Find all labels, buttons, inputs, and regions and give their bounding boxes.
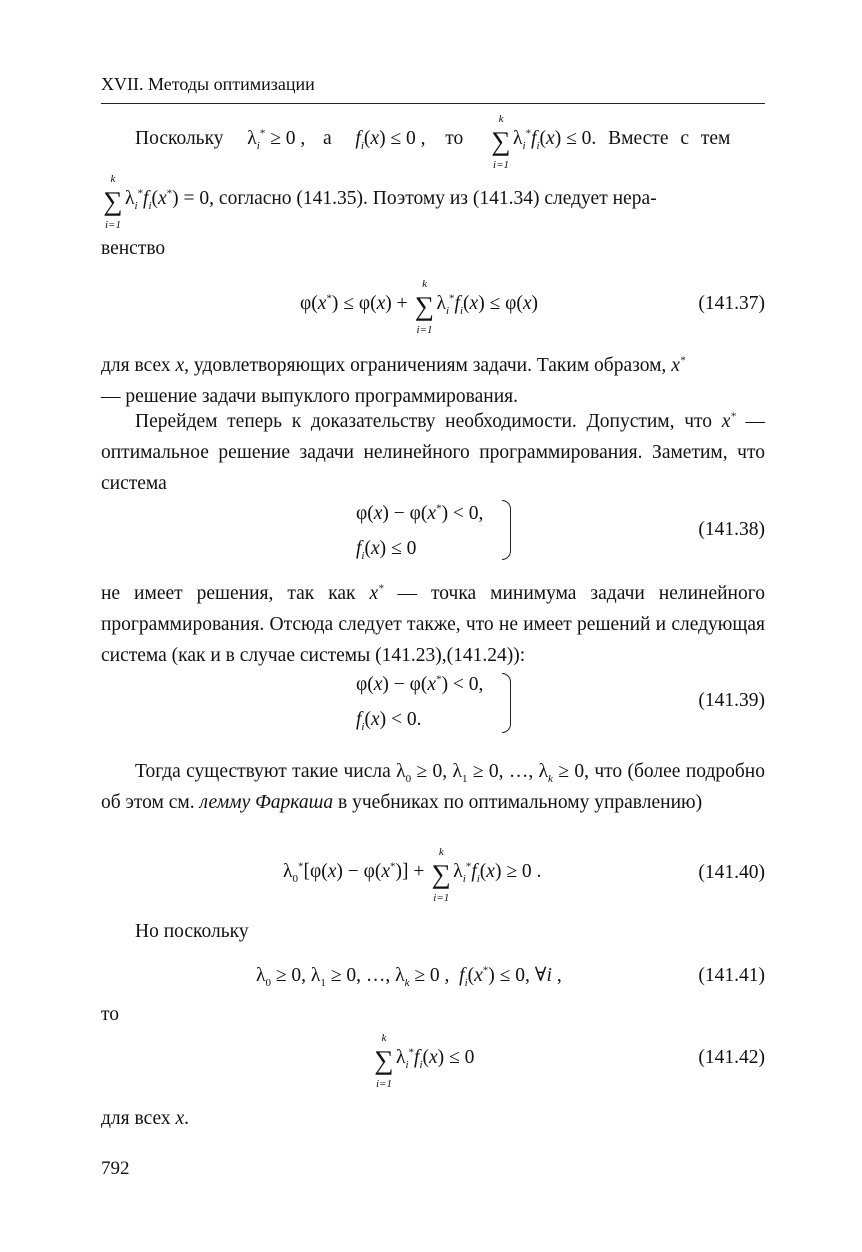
para2-text-3: — решение задачи выпуклого программирования. [101,386,518,407]
page-number: 792 [101,1158,130,1179]
para1-line2 [101,173,657,231]
para2-text-2: , удовлетворяющих ограничениям задачи. Таким образом, [184,355,672,376]
para8 [101,1108,189,1130]
header-rule [101,103,765,104]
para8-text-2: . [184,1108,190,1129]
para3-text-2: — оптимальное решение задачи нелинейного программирования. [101,411,766,463]
para2 [101,350,765,412]
equation-141-39-line2: $f_i(x) < 0$. [356,709,422,733]
para1-word-5: , согласно (141.35). Поэтому из (141.34) следует нера- [209,188,657,209]
para3-xstar: x* [721,410,736,432]
equation-number-141-41: (141.41) [698,965,765,986]
para1-line1 [135,113,731,171]
para4-text-2: — точка минимума задачи нелинейного программирования. Отсюда следует также, что не имеет решений и следующая система (как и в случае системы (141.23),(141.24)): [101,583,765,666]
para5 [101,756,765,818]
para7: то [101,1004,120,1025]
equation-141-41: $\lambda_0 \ge 0$, $\lambda_1 \ge 0$, …, $\lambda_k \ge 0$ , $f_i(x^*) \le 0$, ∀i , [256,964,562,989]
para5-text-1: Тогда существуют такие числа [135,761,397,782]
formula-lambda-star-ge-0: $\lambda_i^* \ge 0$ , [247,127,306,152]
equation-141-39-line1: φ(x) − φ(x*) < 0, [356,673,484,695]
farkas-lemma-reference: лемму Фаркаша [199,792,334,813]
para2-var-x: x [175,355,185,376]
para2-text-1: для всех [101,355,176,376]
equation-141-38-brace [502,500,511,560]
equation-number-141-40: (141.40) [698,862,765,883]
para4-xstar: x* [369,582,384,604]
para8-text-1: для всех [101,1108,176,1129]
equation-141-38-line2: $f_i(x) \le 0$ [356,538,417,562]
para3-text-1: Перейдем теперь к доказательству необходимости. Допустим, что [135,411,713,432]
para4-text-1: не имеет решения, так как [101,583,370,604]
formula-sum-lambda-fi-xstar-eq-0: k ∑ i=1 $\lambda_i^*f_i(x^*) = 0$ [103,173,210,231]
para5-text-2: , что (более подробно об этом см. [101,761,765,813]
para1-word-3: то [445,128,464,149]
equation-141-42: k ∑ i=1 $\lambda_i^*f_i(x) \le 0$ [374,1032,475,1090]
equation-141-37: φ(x*) ≤ φ(x) + k ∑ i=1 $\lambda_i^*f_i(x) \le \varphi(x)$ [300,278,539,336]
para8-var-x: x [175,1108,185,1129]
equation-141-39-brace [502,673,511,733]
formula-sum-lambda-fi-le-0: k ∑ i=1 $\lambda_i^*f_i(x) \le 0$ [491,113,592,171]
para5-text-3: в учебниках по оптимальному управлению) [333,792,703,813]
formula-fi-le-0: $f_i(x) \le 0$ , [355,128,426,152]
equation-number-141-42: (141.42) [698,1047,765,1068]
running-header: XVII. Методы оптимизации [101,74,315,94]
para1-word-4: . Вместе с тем [591,128,731,149]
equation-141-38-line1: φ(x) − φ(x*) < 0, [356,502,484,524]
para3 [101,406,765,499]
equation-number-141-39: (141.39) [698,690,765,711]
para4 [101,578,765,671]
para1-word-1: Поскольку [135,128,224,149]
para2-xstar: x* [671,354,686,376]
equation-number-141-37: (141.37) [698,293,765,314]
formula-lambdas-nonneg: $\lambda_0 \ge 0$, $\lambda_1 \ge 0$, …, $\lambda_k \ge 0$ [396,761,585,785]
para6: Но поскольку [135,921,249,942]
para3-text-3: Заметим, что система [101,442,765,494]
equation-number-141-38: (141.38) [698,519,765,540]
equation-141-40: $\lambda_0^*[\varphi(x) - \varphi(x^*)]$ + k ∑ i=1 $\lambda_i^*f_i(x) \ge 0$ . [283,846,542,904]
para1-word-2: а [323,128,332,149]
para1-line3: венство [101,238,166,259]
